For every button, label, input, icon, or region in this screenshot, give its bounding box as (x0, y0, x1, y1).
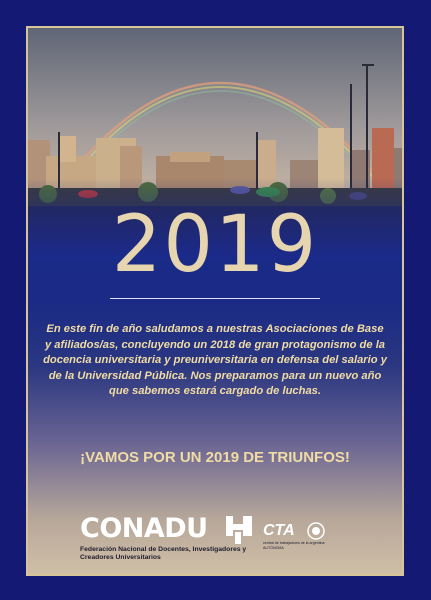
conadu-subtitle: Federación Nacional de Docentes, Investigadores y Creadores Universitarios (80, 546, 247, 561)
conadu-logo (80, 514, 256, 570)
slogan-text: ¡VAMOS POR UN 2019 DE TRIUNFOS! (80, 449, 350, 466)
greeting-message: En este fin de año saludamos a nuestras Asociaciones de Base y afiliados/as, concluyendo un 2018 de gran protagonismo de la docencia universitaria y preuniversitaria en defensa del salario y de la Universidad Pública. Nos preparamos para un nuevo año que sabemos estará cargado de luchas. (43, 323, 387, 398)
cta-wordmark: CTA (263, 522, 295, 539)
conadu-wordmark: CONADU (80, 513, 208, 544)
cta-seal-icon (307, 522, 325, 540)
divider-line (110, 298, 320, 299)
cta-subtitle: central de trabajadores de la argentina AUTÓNOMA (263, 541, 325, 550)
year-heading: 2019 (111, 200, 319, 290)
cta-logo (263, 522, 335, 562)
card-panel (26, 26, 404, 576)
conadu-mark-icon (226, 516, 252, 544)
